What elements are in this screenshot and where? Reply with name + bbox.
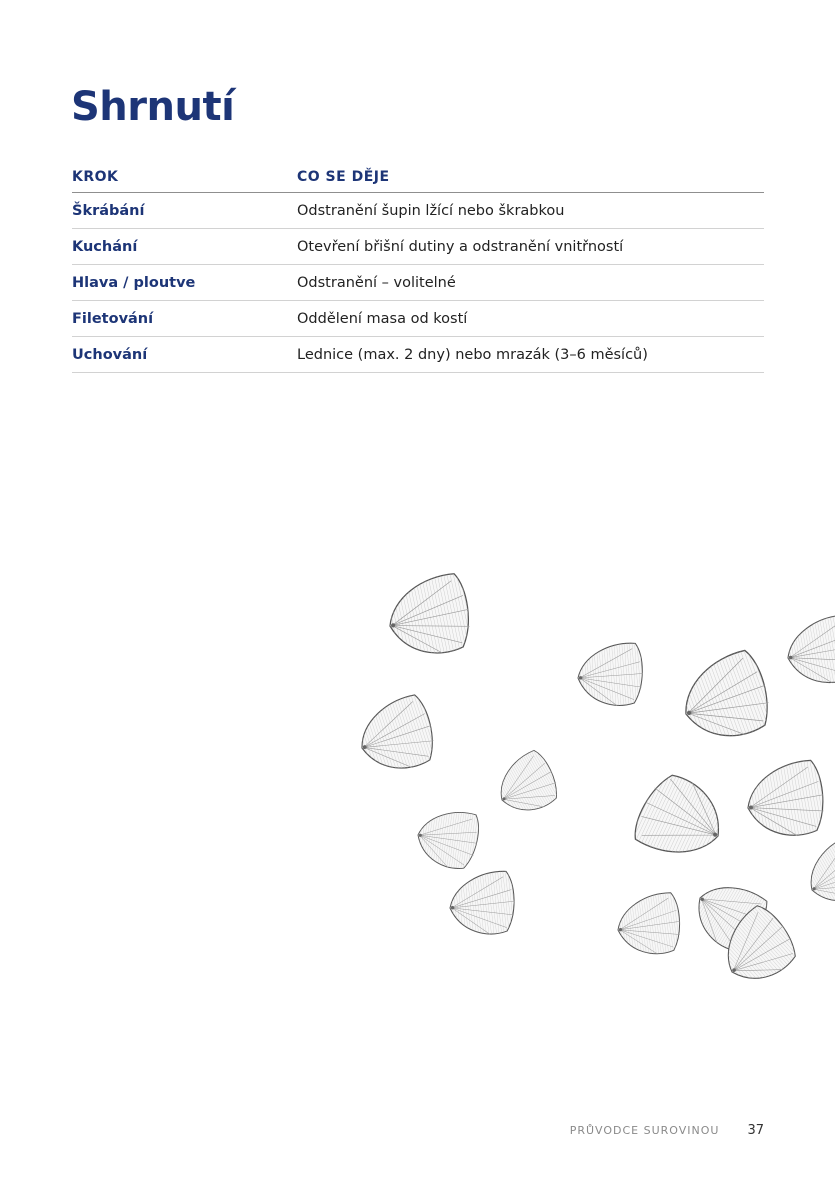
column-header-step: KROK [72, 169, 119, 185]
table-row [72, 229, 764, 265]
table-row [72, 265, 764, 301]
step-cell: Kuchání [72, 238, 138, 255]
table-row [72, 337, 764, 373]
fish-scales-illustration [340, 560, 835, 1000]
fish-scale-icon [742, 759, 830, 844]
fish-scale-icon [614, 892, 684, 960]
description-cell: Lednice (max. 2 dny) nebo mrazák (3–6 měsíců) [297, 346, 648, 363]
fish-scale-icon [382, 572, 476, 663]
fish-scale-icon [672, 647, 778, 751]
description-cell: Odstranění – volitelné [297, 274, 456, 291]
column-header-description: CO SE DĚJE [297, 169, 390, 185]
page-number: 37 [747, 1123, 764, 1138]
step-cell: Uchování [72, 346, 148, 363]
page-footer [570, 1123, 764, 1138]
fish-scale-icon [576, 642, 645, 708]
step-cell: Hlava / ploutve [72, 274, 196, 291]
page-title: Shrnutí [71, 84, 235, 130]
fish-scale-icon [797, 834, 835, 915]
description-cell: Otevření břišní dutiny a odstranění vnitřností [297, 238, 624, 255]
table-row [72, 193, 764, 229]
step-cell: Filetování [72, 310, 154, 327]
fish-scale-icon [447, 870, 518, 938]
description-cell: Oddělení masa od kostí [297, 310, 468, 327]
footer-label: PRŮVODCE SUROVINOU [569, 1124, 720, 1137]
fish-scale-icon [351, 692, 441, 780]
summary-table [72, 162, 764, 373]
fish-scale-icon [782, 614, 835, 690]
fish-scale-icon [488, 748, 565, 824]
table-header [72, 162, 764, 193]
fish-scale-icon [414, 807, 481, 871]
step-cell: Škrábání [72, 202, 145, 219]
table-row [72, 301, 764, 337]
fish-scale-icon [629, 768, 734, 871]
description-cell: Odstranění šupin lžící nebo škrabkou [297, 202, 565, 219]
